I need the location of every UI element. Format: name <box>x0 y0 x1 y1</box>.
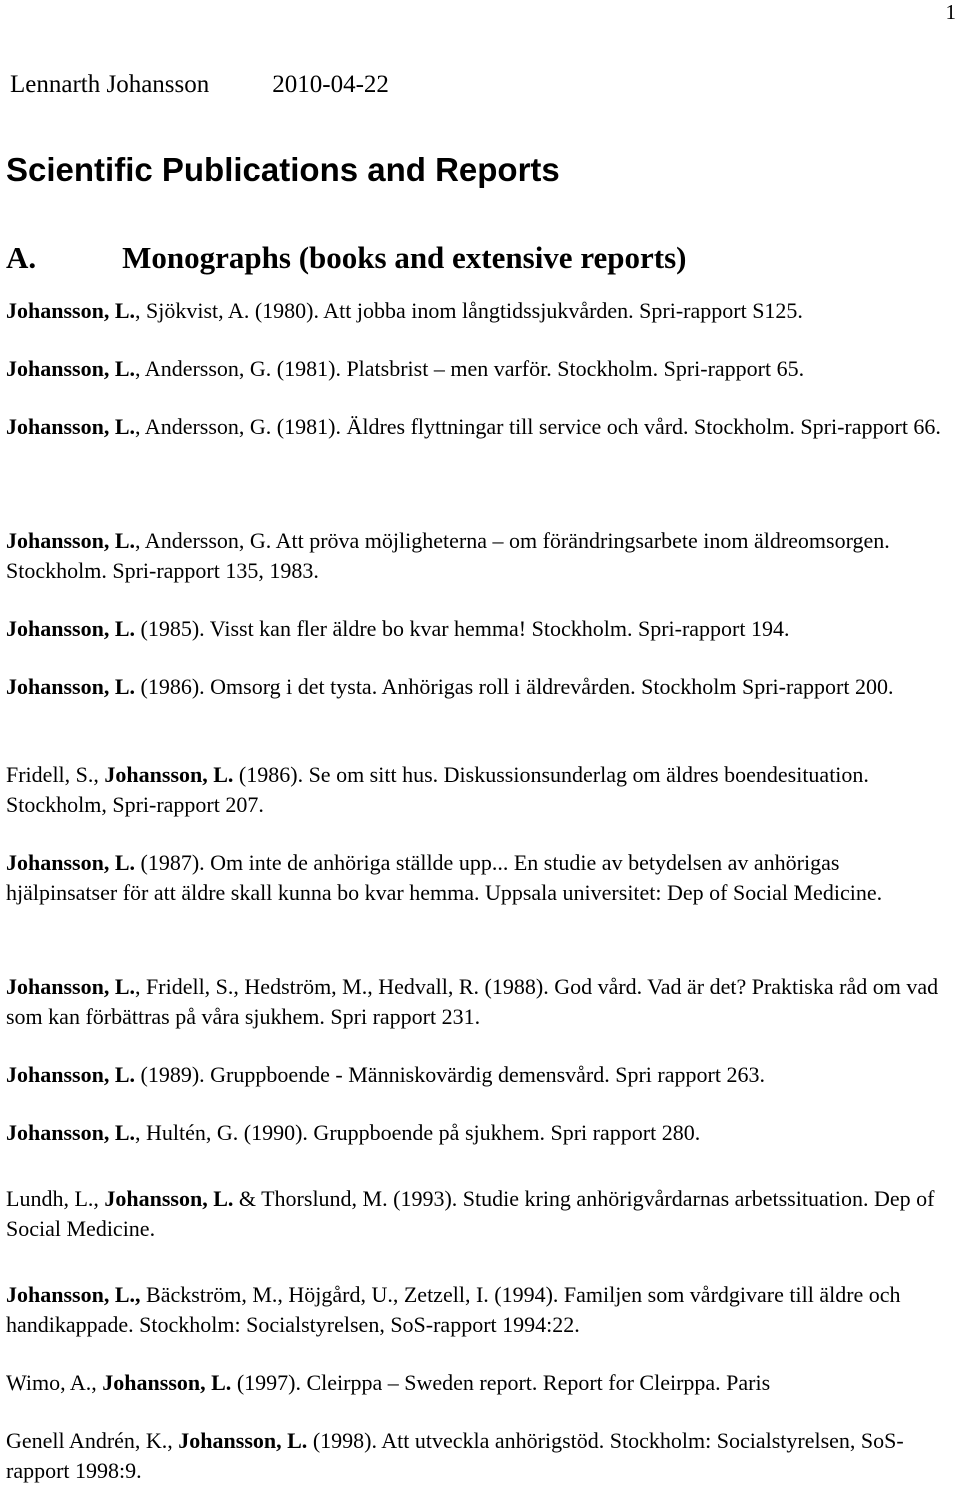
author-highlight: Johansson, L. <box>6 850 136 875</box>
author-highlight: Johansson, L. <box>6 528 136 553</box>
document-header <box>10 70 389 100</box>
reference-item: Johansson, L., Hultén, G. (1990). Gruppboende på sjukhem. Spri rapport 280. <box>6 1120 701 1145</box>
author-highlight: Johansson, L. <box>6 1120 136 1145</box>
reference-item: Johansson, L., Andersson, G. Att pröva möjligheterna – om förändringsarbete inom äldreomsorgen. Stockholm. Spri-rapport 135, 1983. <box>6 528 890 583</box>
author-highlight: Johansson, L. <box>104 762 234 787</box>
author-highlight: Johansson, L. <box>6 414 136 439</box>
author-highlight: Johansson, L. <box>178 1428 308 1453</box>
author-name: Lennarth Johansson <box>10 71 210 98</box>
section-heading <box>6 240 686 276</box>
section-letter: A. <box>6 240 37 275</box>
reference-item: Johansson, L., Andersson, G. (1981). Äldres flyttningar till service och vård. Stockholm. Spri-rapport 66. <box>6 414 941 439</box>
author-highlight: Johansson, L. <box>6 616 136 641</box>
reference-item: Johansson, L., Fridell, S., Hedström, M., Hedvall, R. (1988). God vård. Vad är det? Praktiska råd om vad som kan förbättras på våra sjukhem. Spri rapport 231. <box>6 974 939 1029</box>
author-highlight: Johansson, L. <box>6 1062 136 1087</box>
reference-item: Johansson, L. (1987). Om inte de anhöriga ställde upp... En studie av betydelsen av anhörigas hjälpinsatser för att äldre skall kunna bo kvar hemma. Uppsala universitet: Dep of Social Medicine. <box>6 850 883 905</box>
reference-item: Lundh, L., Johansson, L. & Thorslund, M. (1993). Studie kring anhörigvårdarnas arbetssituation. Dep of Social Medicine. <box>6 1186 935 1241</box>
reference-item: Johansson, L., Bäckström, M., Höjgård, U., Zetzell, I. (1994). Familjen som vårdgivare till äldre och handikappade. Stockholm: Socialstyrelsen, SoS-rapport 1994:22. <box>6 1282 901 1337</box>
reference-item: Johansson, L. (1985). Visst kan fler äldre bo kvar hemma! Stockholm. Spri-rapport 194. <box>6 616 790 641</box>
reference-item: Johansson, L., Andersson, G. (1981). Platsbrist – men varför. Stockholm. Spri-rapport 65. <box>6 356 805 381</box>
document-date: 2010-04-22 <box>272 71 389 98</box>
reference-item: Fridell, S., Johansson, L. (1986). Se om sitt hus. Diskussionsunderlag om äldres boendesituation. Stockholm, Spri-rapport 207. <box>6 762 869 817</box>
reference-item: Johansson, L. (1986). Omsorg i det tysta. Anhörigas roll i äldrevården. Stockholm Spri-rapport 200. <box>6 674 894 699</box>
author-highlight: Johansson, L. <box>102 1370 232 1395</box>
reference-item: Wimo, A., Johansson, L. (1997). Cleirppa – Sweden report. Report for Cleirppa. Paris <box>6 1370 771 1395</box>
reference-item: Johansson, L., Sjökvist, A. (1980). Att jobba inom långtidssjukvården. Spri-rapport S125. <box>6 298 803 323</box>
author-highlight: Johansson, L., <box>6 1282 141 1307</box>
reference-item: Johansson, L. (1989). Gruppboende - Människovärdig demensvård. Spri rapport 263. <box>6 1062 765 1087</box>
author-highlight: Johansson, L. <box>6 674 136 699</box>
section-title: Monographs (books and extensive reports) <box>122 240 687 275</box>
page-title: Scientific Publications and Reports <box>6 151 560 188</box>
author-highlight: Johansson, L. <box>104 1186 234 1211</box>
author-highlight: Johansson, L. <box>6 974 136 999</box>
reference-item: Genell Andrén, K., Johansson, L. (1998). Att utveckla anhörigstöd. Stockholm: Socialstyrelsen, SoS-rapport 1998:9. <box>6 1428 904 1483</box>
page-number: 1 <box>945 0 956 24</box>
author-highlight: Johansson, L. <box>6 298 136 323</box>
author-highlight: Johansson, L. <box>6 356 136 381</box>
